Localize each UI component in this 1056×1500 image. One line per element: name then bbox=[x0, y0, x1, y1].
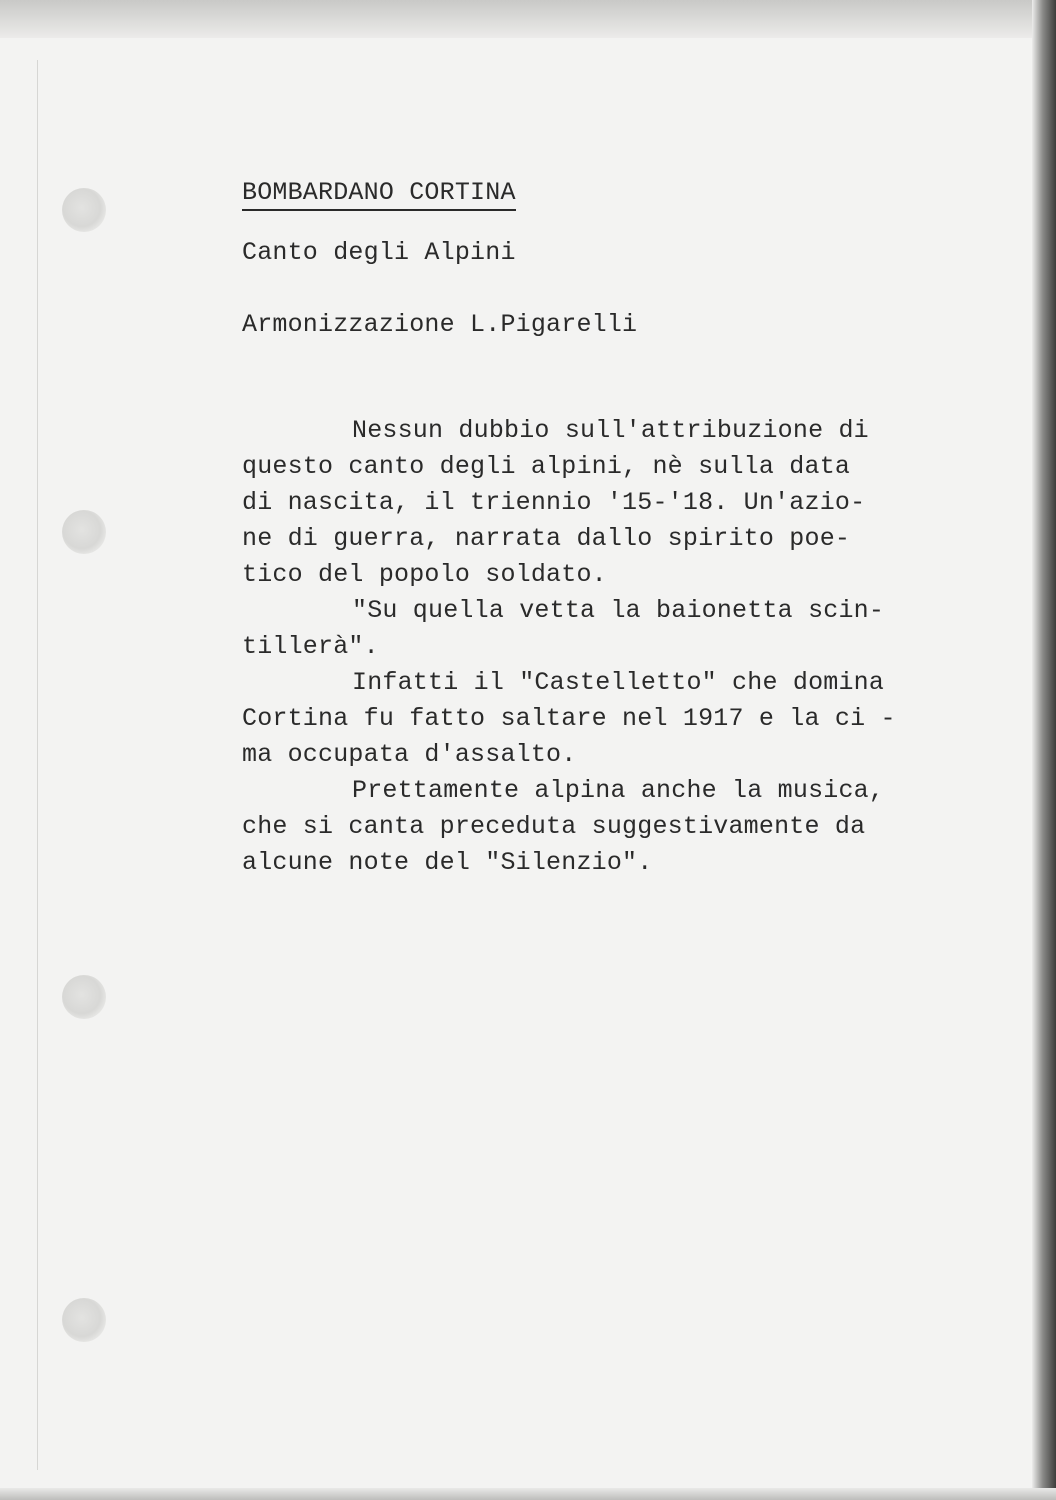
punch-hole bbox=[62, 975, 106, 1019]
punch-hole bbox=[62, 510, 106, 554]
body-line: di nascita, il triennio '15-'18. Un'azio- bbox=[242, 488, 866, 517]
body-line: questo canto degli alpini, nè sulla data bbox=[242, 452, 851, 481]
body-line: tico del popolo soldato. bbox=[242, 560, 607, 589]
scan-bottom-edge bbox=[0, 1488, 1056, 1500]
song-subtitle: Canto degli Alpini bbox=[242, 238, 516, 267]
body-line: che si canta preceduta suggestivamente da bbox=[242, 812, 866, 841]
body-line: ne di guerra, narrata dallo spirito poe- bbox=[242, 524, 851, 553]
punch-hole bbox=[62, 1298, 106, 1342]
typed-page bbox=[242, 178, 1002, 881]
margin-line bbox=[37, 60, 38, 1470]
song-title: BOMBARDANO CORTINA bbox=[242, 178, 516, 211]
scan-top-edge bbox=[0, 0, 1056, 38]
description-body bbox=[242, 413, 1002, 881]
punch-hole bbox=[62, 188, 106, 232]
body-line: tillerà". bbox=[242, 632, 379, 661]
body-line: Infatti il "Castelletto" che domina bbox=[352, 668, 885, 697]
body-line: Cortina fu fatto saltare nel 1917 e la ci - bbox=[242, 704, 896, 733]
arrangement-credit: Armonizzazione L.Pigarelli bbox=[242, 310, 638, 339]
scan-right-edge bbox=[1032, 0, 1056, 1500]
body-line: Prettamente alpina anche la musica, bbox=[352, 776, 885, 805]
body-line: ma occupata d'assalto. bbox=[242, 740, 577, 769]
body-line: alcune note del "Silenzio". bbox=[242, 848, 653, 877]
body-line: "Su quella vetta la baionetta scin- bbox=[352, 596, 885, 625]
body-line: Nessun dubbio sull'attribuzione di bbox=[352, 416, 869, 445]
